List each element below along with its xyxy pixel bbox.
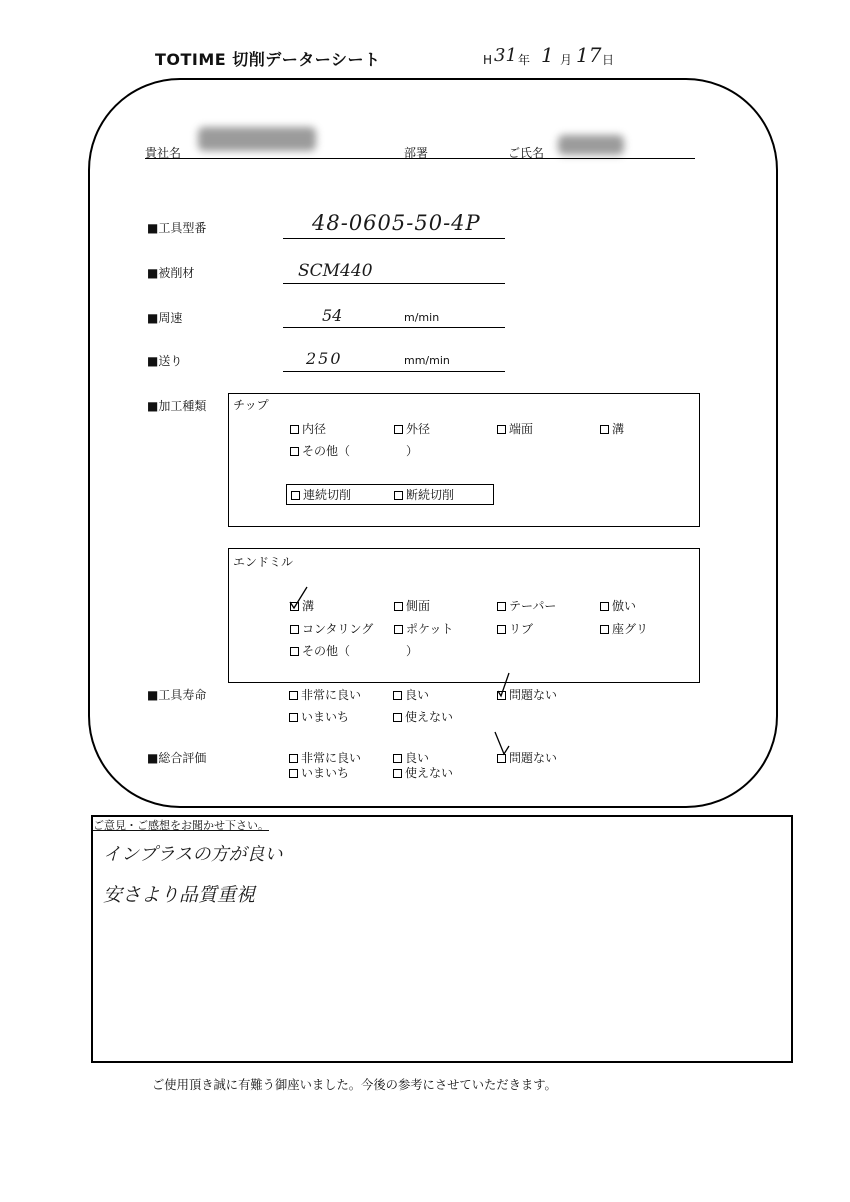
checkbox-tool-life-so-so <box>289 710 349 724</box>
checkbox-tool-life-good <box>393 688 429 702</box>
checkbox-box <box>394 602 403 611</box>
date-month-handwritten: 1 <box>541 43 554 67</box>
checkbox-label: 内径 <box>302 422 327 436</box>
overall-evaluation-label: ■総合評価 <box>147 751 207 765</box>
checkbox-box <box>600 425 609 434</box>
workpiece-material-value: SCM440 <box>298 261 373 281</box>
chip-group <box>228 393 700 527</box>
endmill-title: エンドミル <box>233 555 294 569</box>
tool-model-underline <box>283 238 505 239</box>
checkbox-label: 問題ない <box>509 688 558 702</box>
checkbox-label: 溝 <box>612 422 625 436</box>
checkbox-label: 非常に良い <box>301 751 362 765</box>
checkbox-box <box>393 691 402 700</box>
feed-label: ■送り <box>147 354 183 368</box>
checkbox-label: 非常に良い <box>301 688 362 702</box>
chip-title: チップ <box>233 398 269 412</box>
checkbox-label: 溝 <box>302 599 315 613</box>
tool-model-label: ■工具型番 <box>147 221 207 235</box>
checkbox-label: テーパー <box>509 599 557 613</box>
check-mark-icon <box>495 675 515 699</box>
checkbox-label: 良い <box>405 751 430 765</box>
checkbox-overall-good <box>393 751 429 765</box>
checkbox-endmill-copying <box>600 599 636 613</box>
customer-underline <box>145 158 695 159</box>
redacted-company-name <box>198 127 316 151</box>
department-label: 部署 <box>404 146 429 160</box>
date-year-handwritten: 31 <box>494 45 517 66</box>
chip-other-close-paren: ） <box>406 444 419 458</box>
checkbox-endmill-other <box>290 644 350 658</box>
endmill-other-close-paren: ） <box>406 644 419 658</box>
date-day-handwritten: 17 <box>576 43 602 67</box>
checkbox-overall-unusable <box>393 766 453 780</box>
checkbox-label: 端面 <box>509 422 534 436</box>
checkbox-overall-very-good <box>289 751 361 765</box>
company-label: 貴社名 <box>145 146 182 160</box>
checkbox-box <box>393 713 402 722</box>
comments-label: ご意見・ご感想をお聞かせ下さい。 <box>93 819 269 832</box>
checkbox-overall-no-problem <box>497 751 557 765</box>
checkbox-box <box>291 491 300 500</box>
comment-line-1: インプラスの方が良い <box>103 844 283 865</box>
checkbox-box <box>394 491 403 500</box>
checkbox-box <box>497 625 506 634</box>
feed-value: 250 <box>306 349 343 368</box>
redacted-customer-name <box>558 135 624 155</box>
cutting-mode-group <box>286 484 494 505</box>
cutting-speed-value: 54 <box>322 306 343 325</box>
customer-name-label: ご氏名 <box>508 146 545 160</box>
checkbox-box <box>497 602 506 611</box>
checkbox-box <box>289 713 298 722</box>
checkbox-label: 使えない <box>405 710 454 724</box>
checkbox-chip-outer-diameter <box>394 422 430 436</box>
checkbox-endmill-pocket <box>394 622 453 636</box>
checkbox-box <box>497 425 506 434</box>
endmill-group <box>228 548 700 683</box>
checkbox-endmill-rib <box>497 622 533 636</box>
checkbox-tool-life-very-good <box>289 688 361 702</box>
checkbox-label: 問題ない <box>509 751 558 765</box>
checkbox-endmill-groove <box>290 599 314 613</box>
checkbox-label: その他（ <box>302 644 351 658</box>
checkbox-interrupted-cutting <box>394 488 454 502</box>
checkbox-label: 使えない <box>405 766 454 780</box>
machining-type-label: ■加工種類 <box>147 399 207 413</box>
checkbox-box <box>289 754 298 763</box>
checkbox-box <box>290 425 299 434</box>
feed-underline <box>283 371 505 372</box>
checkbox-box <box>289 691 298 700</box>
checkbox-box <box>290 625 299 634</box>
checkbox-chip-inner-diameter <box>290 422 326 436</box>
checkbox-label: 外径 <box>406 422 431 436</box>
cutting-speed-underline <box>283 327 505 328</box>
date-year-unit: 年 <box>518 53 531 67</box>
checkbox-label: 座グリ <box>612 622 649 636</box>
check-mark-icon <box>495 738 515 762</box>
checkbox-continuous-cutting <box>291 488 351 502</box>
date-era: H <box>483 53 493 67</box>
checkbox-label: いまいち <box>301 710 350 724</box>
checkbox-box <box>290 647 299 656</box>
checkbox-box <box>600 625 609 634</box>
checkbox-label: ポケット <box>406 622 454 636</box>
cutting-speed-unit: m/min <box>404 311 440 324</box>
checkbox-label: いまいち <box>301 766 350 780</box>
tool-life-label: ■工具寿命 <box>147 688 207 702</box>
checkbox-overall-so-so <box>289 766 349 780</box>
checkbox-chip-end-face <box>497 422 533 436</box>
checkbox-label: 良い <box>405 688 430 702</box>
checkbox-label: 倣い <box>612 599 637 613</box>
checkbox-label: その他（ <box>302 444 351 458</box>
checkbox-endmill-counterbore <box>600 622 648 636</box>
checkbox-chip-other <box>290 444 350 458</box>
checkbox-label: 断続切削 <box>406 488 455 502</box>
checkbox-box <box>393 754 402 763</box>
checkbox-label: コンタリング <box>302 622 374 636</box>
checkbox-box <box>394 625 403 634</box>
comment-line-2: 安さより品質重視 <box>103 884 256 906</box>
checkbox-label: リブ <box>509 622 534 636</box>
checkbox-box <box>393 769 402 778</box>
checkbox-tool-life-no-problem <box>497 688 557 702</box>
date-day-unit: 日 <box>602 53 615 67</box>
checkbox-box <box>600 602 609 611</box>
sheet-title: TOTIME 切削データーシート <box>155 50 381 69</box>
tool-model-value: 48-0605-50-4P <box>312 211 481 235</box>
checkbox-box <box>289 769 298 778</box>
footer-thanks: ご使用頂き誠に有難う御座いました。今後の参考にさせていただきます。 <box>152 1078 557 1092</box>
checkbox-box <box>394 425 403 434</box>
workpiece-material-underline <box>283 283 505 284</box>
date-month-unit: 月 <box>560 53 573 67</box>
workpiece-material-label: ■被削材 <box>147 266 195 280</box>
checkbox-label: 側面 <box>406 599 431 613</box>
check-mark-icon <box>288 586 308 610</box>
checkbox-label: 連続切削 <box>303 488 352 502</box>
checkbox-endmill-taper <box>497 599 556 613</box>
feed-unit: mm/min <box>404 354 450 367</box>
cutting-speed-label: ■周速 <box>147 311 183 325</box>
checkbox-chip-groove <box>600 422 624 436</box>
checkbox-endmill-side <box>394 599 430 613</box>
checkbox-endmill-contouring <box>290 622 373 636</box>
checkbox-box <box>290 447 299 456</box>
checkbox-tool-life-unusable <box>393 710 453 724</box>
